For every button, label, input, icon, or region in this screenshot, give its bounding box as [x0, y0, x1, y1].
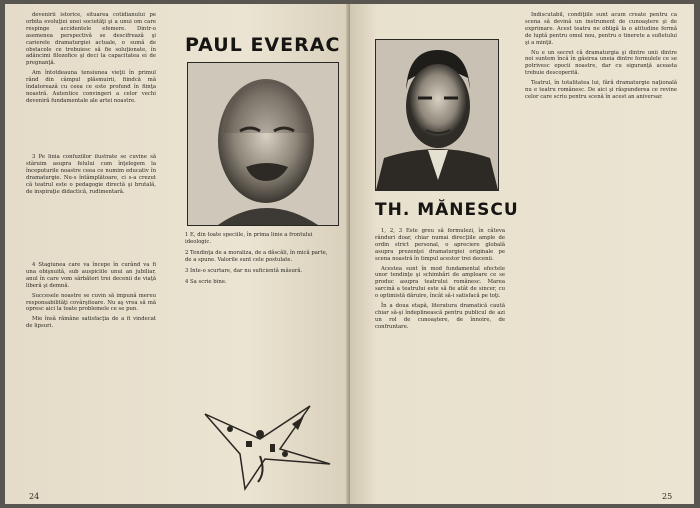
left-footer-text: Mie însă rămâne satisfacţia de a fi vindecat de lipsuri.: [26, 316, 156, 330]
portrait-image: [188, 63, 338, 225]
author-th-manescu: TH. MĂNESCU: [375, 200, 519, 220]
right-body: Acestea sunt în mod fundamental efectele unor tendinţe şi schimbări de amploare ce se produc asupra teatrului românesc. Marea sarcină a teatrului este să fie atât de sincer, cu o optimistă dăruire, încât să-i satisfacă pe toţi.: [375, 265, 505, 300]
right-col2-tail: Teatrul, în totalitatea lui, fără dramaturgie naţională nu e teatru românesc. De aici şi răspunderea ce revine celor care scriu pentru scenă în acest an aniversar.: [525, 80, 677, 100]
right-col2-mid: Nu e un secret că dramaturgia şi dintre unii dintre noi suntem încă în găsirea uneia dintre formulele ce se potrivesc epocii noastre, dar cu siguranţă aceasta trebuie descoperită.: [525, 49, 677, 77]
item-4b-text: Succesele noastre se cuvin să impună mereu responsabilităţi covârşitoare. Nu aş vrea să mă opresc aici la toate problemele ce se pun.: [26, 292, 156, 313]
right-col1: [375, 228, 505, 334]
left-page: [5, 4, 350, 504]
item-4-text: 4 Stagiunea care va începe în curând va fi una obişnuită, sub auspiciile unui an jubiliar, anul în care vom sărbători trei decenii de viaţă liberă şi demnă.: [26, 262, 156, 289]
answer-1: 1 E, din toate speciile, în prima linie a frontului ideologic.: [185, 232, 313, 245]
right-tail: În a doua etapă, literatura dramatică caută chiar să-şi îndeplinească pentru publicul de azi un rol de cunoaştere, de înnoire, de confruntare.: [375, 303, 505, 330]
decorative-illustration: [200, 394, 340, 494]
right-col2-body: Indiscutabil, condiţiile sunt acum create pentru ca scena să devină un instrument de cunoaştere şi de exprimare. Acest teatru ne obligă la o atitudine fermă de luptă pentru omul nou, pentru o tinerete a sufletului şi a minţii.: [525, 12, 677, 46]
left-item-4: [26, 262, 156, 333]
answer-4: 4 Sa scrie bine.: [185, 279, 227, 285]
portrait-image: [376, 40, 498, 190]
portrait-th-manescu: [375, 39, 499, 191]
page-number-right: 25: [662, 492, 673, 501]
portrait-paul-everac: [187, 62, 339, 226]
answer-3: 3 Inte-o scurtare, dar nu suficientă măsură.: [185, 268, 303, 274]
right-intro: 1, 2, 3 Este greu să formulezi, în câteva rânduri doar, chiar numai direcţiile ample de ordin strict personal, o apreciere globală asupra prezenţei dramaturgiei originale pe scena noastră în timpul acestor trei decenii.: [375, 228, 505, 262]
left-col2-answers: [185, 232, 335, 290]
left-body: Am întotdeauna tensiunea vieţii în primul rând din câmpul plăsmuirii, fiindcă mă îndatorează cu ceea ce este profund în fiinţa noastră. Autentice convingeri a celor vechi deveniră fundamentale ale artei noastre.: [26, 70, 156, 104]
item-3-text: 3 Pe linia confuziilor ilustrate se cuvine să stăruim asupra felului cum înţelegem la începuturile noastre ceea ce numim educativ în dramaturgie. Nu-s întâmplătoare, ci s-a crezut că teatrul este o pedagogie directă şi brutală, de inspiraţie didactică, rudimentară.: [26, 154, 156, 195]
page-number-left: 24: [29, 492, 40, 501]
left-item-3: [26, 154, 156, 198]
left-col1: [26, 12, 156, 108]
right-page: [350, 4, 694, 504]
author-paul-everac: PAUL EVERAC: [185, 34, 341, 56]
answer-2: 2 Tendinţa de a moraliza, de a dăscăli, în mică parte, de a spune. Valorile sunt cele postulate.: [185, 250, 328, 263]
left-intro: devenirii istorice, situarea cotidianului pe orbita evoluţiei unei societăţi şi a unui om care respinge accidentele efemere. Dintr-o asemenea perspectivă se descifrează şi carierele dramaturgiei actuale, o sumă de obstacole ce trebuiesc să fie soluţionate, în adâncimi filozofice şi deci la capacitatea ei de pregnanţă.: [26, 12, 156, 67]
right-col2: [525, 12, 677, 104]
